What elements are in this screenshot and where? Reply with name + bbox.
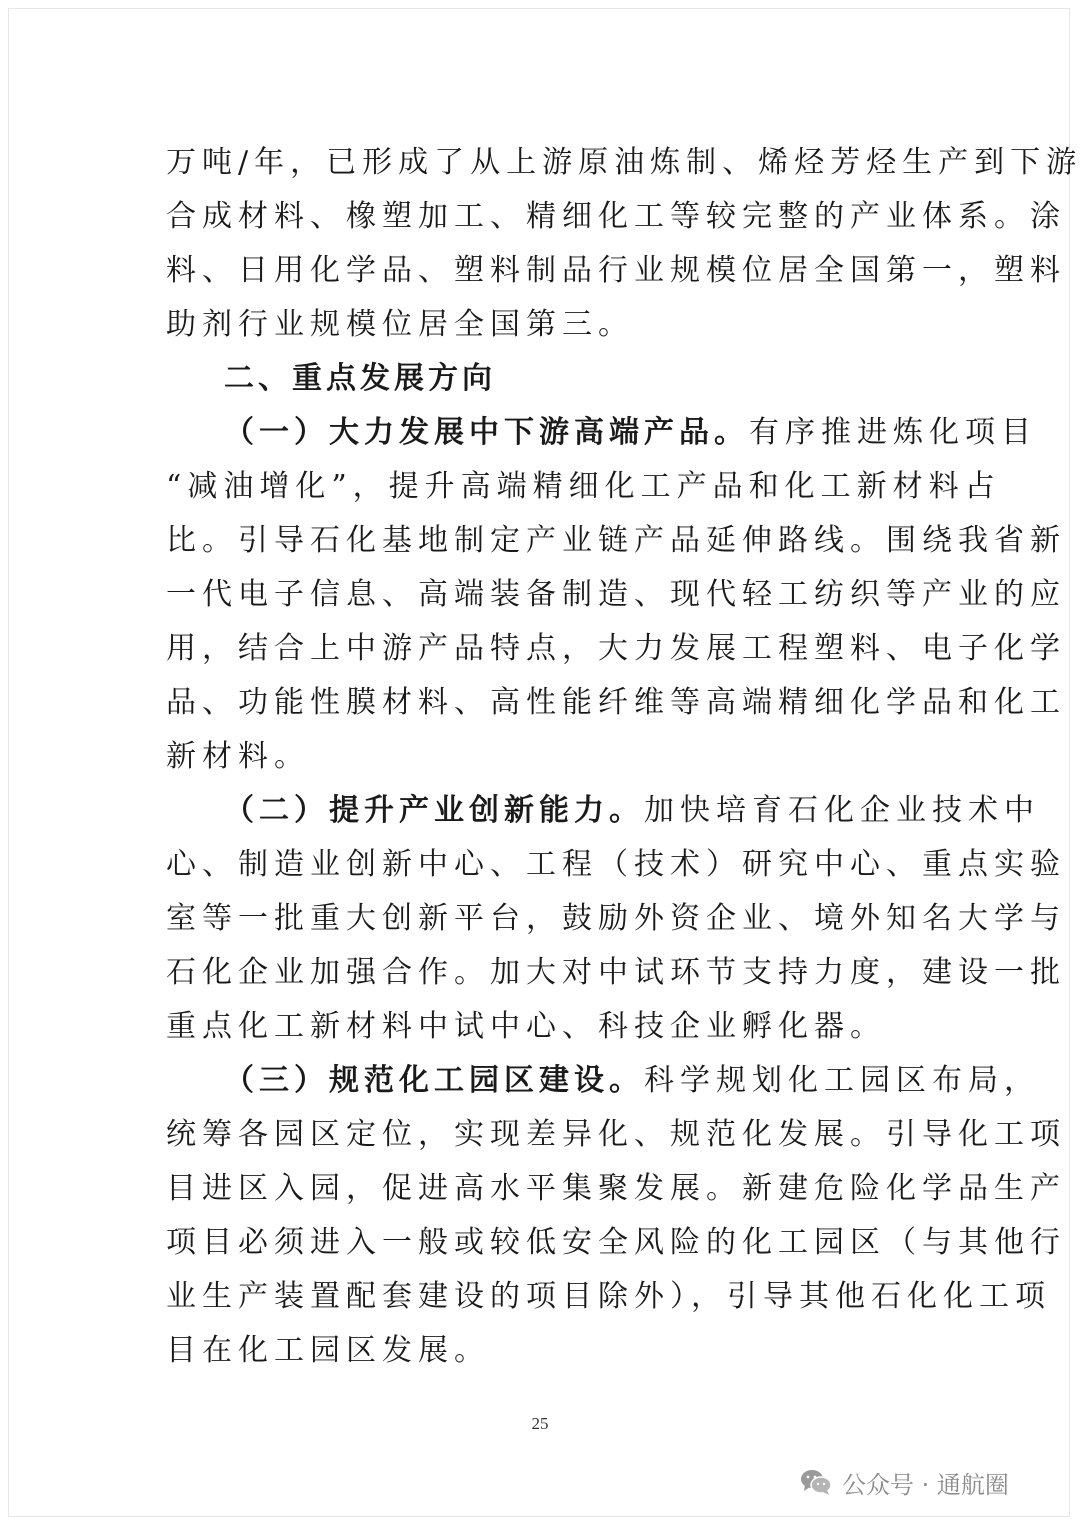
paragraph-text: 有序推进炼化项目 bbox=[749, 415, 1037, 450]
body-line: 目进区入园，促进高水平集聚发展。新建危险化学品生产 bbox=[166, 1171, 1066, 1206]
body-line: “减油增化”，提升高端精细化工产品和化工新材料占 bbox=[166, 469, 1001, 504]
paragraph-first-line bbox=[166, 1054, 1040, 1108]
watermark bbox=[800, 1462, 1009, 1502]
body-line: 一代电子信息、高端装备制造、现代轻工纺织等产业的应 bbox=[166, 577, 1066, 612]
body-line: 心、制造业创新中心、工程（技术）研究中心、重点实验 bbox=[166, 847, 1066, 882]
body-line: 统筹各园区定位，实现差异化、规范化发展。引导化工项 bbox=[166, 1117, 1066, 1152]
paragraph-first-line bbox=[166, 784, 1040, 838]
body-line: 室等一批重大创新平台，鼓励外资企业、境外知名大学与 bbox=[166, 901, 1066, 936]
body-line: 助剂行业规模位居全国第三。 bbox=[166, 307, 634, 342]
paragraph-first-line bbox=[166, 406, 1037, 460]
body-line: 万吨/年，已形成了从上游原油炼制、烯烃芳烃生产到下游 bbox=[166, 145, 1082, 180]
body-line: 品、功能性膜材料、高性能纤维等高端精细化学品和化工 bbox=[166, 685, 1066, 720]
body-line: 用，结合上中游产品特点，大力发展工程塑料、电子化学 bbox=[166, 631, 1066, 666]
document-body bbox=[166, 136, 1082, 1378]
wechat-icon bbox=[800, 1468, 832, 1496]
paragraph-text: 加快培育石化企业技术中 bbox=[644, 793, 1040, 828]
body-line: 项目必须进入一般或较低安全风险的化工园区（与其他行 bbox=[166, 1225, 1066, 1260]
body-line: 重点化工新材料中试中心、科技企业孵化器。 bbox=[166, 1009, 886, 1044]
section-heading: 二、重点发展方向 bbox=[224, 361, 496, 396]
paragraph-lead: （二）提升产业创新能力。 bbox=[224, 793, 644, 828]
body-line: 合成材料、橡塑加工、精细化工等较完整的产业体系。涂 bbox=[166, 199, 1066, 234]
page-number: 25 bbox=[531, 1414, 549, 1433]
body-line: 目在化工园区发展。 bbox=[166, 1333, 490, 1368]
paragraph-lead: （三）规范化工园区建设。 bbox=[224, 1063, 644, 1098]
paragraph-text: 科学规划化工园区布局， bbox=[644, 1063, 1040, 1098]
body-line: 料、日用化学品、塑料制品行业规模位居全国第一，塑料 bbox=[166, 253, 1066, 288]
watermark-text: 公众号 · 通航圈 bbox=[842, 1470, 1009, 1499]
paragraph-lead: （一）大力发展中下游高端产品。 bbox=[224, 415, 749, 450]
body-line: 业生产装置配套建设的项目除外），引导其他石化化工项 bbox=[166, 1279, 1051, 1314]
body-line: 石化企业加强合作。加大对中试环节支持力度，建设一批 bbox=[166, 955, 1066, 990]
body-line: 比。引导石化基地制定产业链产品延伸路线。围绕我省新 bbox=[166, 523, 1066, 558]
body-line: 新材料。 bbox=[166, 739, 310, 774]
